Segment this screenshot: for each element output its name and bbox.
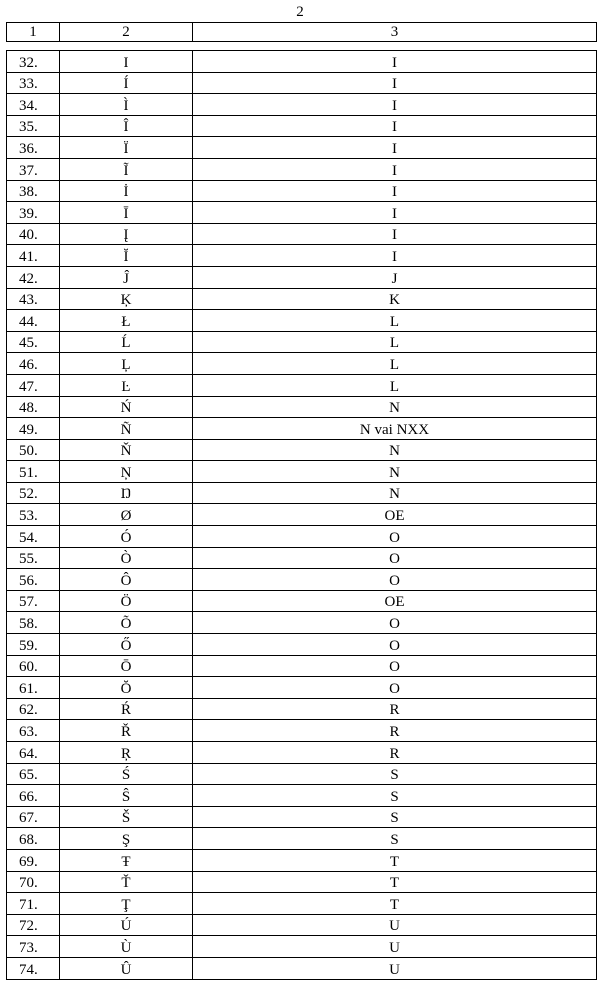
table-row [7,94,597,116]
source-character: Î [60,115,193,137]
transliteration: O [193,526,597,548]
table-row [7,288,597,310]
row-number: 74. [7,957,60,979]
row-number: 54. [7,526,60,548]
source-character: Ŏ [60,677,193,699]
row-number: 73. [7,936,60,958]
row-number: 55. [7,547,60,569]
table-body [7,51,597,980]
table-row [7,763,597,785]
transliteration: I [193,51,597,73]
transliteration-table [6,50,597,980]
source-character: İ [60,180,193,202]
table-row [7,115,597,137]
row-number: 47. [7,374,60,396]
row-number: 44. [7,310,60,332]
row-number: 40. [7,223,60,245]
transliteration: I [193,180,597,202]
row-number: 51. [7,461,60,483]
source-character: Š [60,806,193,828]
transliteration: O [193,634,597,656]
table-row [7,310,597,332]
transliteration: N [193,461,597,483]
source-character: Ō [60,655,193,677]
transliteration: N [193,396,597,418]
transliteration: I [193,223,597,245]
transliteration: N [193,482,597,504]
source-character: Ň [60,439,193,461]
table-row [7,914,597,936]
row-number: 38. [7,180,60,202]
source-character: Ï [60,137,193,159]
transliteration: O [193,677,597,699]
source-character: Í [60,72,193,94]
transliteration: OE [193,504,597,526]
table-row [7,849,597,871]
table-row [7,439,597,461]
row-number: 56. [7,569,60,591]
header-col-2: 2 [60,23,193,42]
row-number: 41. [7,245,60,267]
source-character: Ĩ [60,158,193,180]
row-number: 50. [7,439,60,461]
table-row [7,742,597,764]
row-number: 43. [7,288,60,310]
row-number: 49. [7,418,60,440]
transliteration: R [193,720,597,742]
transliteration: O [193,569,597,591]
transliteration: I [193,202,597,224]
row-number: 37. [7,158,60,180]
table-row [7,374,597,396]
table-row [7,482,597,504]
table-row [7,396,597,418]
table-row [7,806,597,828]
transliteration: L [193,374,597,396]
source-character: Ł [60,310,193,332]
row-number: 70. [7,871,60,893]
source-character: Ô [60,569,193,591]
transliteration: S [193,785,597,807]
table-row [7,957,597,979]
row-number: 52. [7,482,60,504]
table-row [7,785,597,807]
source-character: Ì [60,94,193,116]
source-character: Ĭ [60,245,193,267]
row-number: 65. [7,763,60,785]
source-character: Ó [60,526,193,548]
transliteration: S [193,806,597,828]
table-row [7,698,597,720]
source-character: Ī [60,202,193,224]
table-row [7,202,597,224]
row-number: 60. [7,655,60,677]
source-character: Ŝ [60,785,193,807]
transliteration: I [193,72,597,94]
row-number: 53. [7,504,60,526]
table-row [7,547,597,569]
row-number: 57. [7,590,60,612]
transliteration: I [193,94,597,116]
source-character: Ŧ [60,849,193,871]
transliteration: R [193,742,597,764]
transliteration: K [193,288,597,310]
row-number: 45. [7,331,60,353]
table-row [7,245,597,267]
source-character: Ĺ [60,331,193,353]
table-row [7,720,597,742]
source-character: Ļ [60,353,193,375]
source-character: Ś [60,763,193,785]
source-character: I [60,51,193,73]
table-row [7,461,597,483]
source-character: Ń [60,396,193,418]
transliteration: L [193,331,597,353]
table-row [7,180,597,202]
source-character: Ù [60,936,193,958]
source-character: Ř [60,720,193,742]
transliteration: I [193,245,597,267]
row-number: 32. [7,51,60,73]
source-character: Ķ [60,288,193,310]
transliteration: U [193,936,597,958]
row-number: 42. [7,266,60,288]
transliteration: O [193,612,597,634]
table-row [7,634,597,656]
row-number: 64. [7,742,60,764]
row-number: 72. [7,914,60,936]
transliteration: R [193,698,597,720]
row-number: 63. [7,720,60,742]
table-row [7,612,597,634]
transliteration: I [193,158,597,180]
source-character: Ŀ [60,374,193,396]
source-character: Ő [60,634,193,656]
source-character: Ŋ [60,482,193,504]
source-character: Ş [60,828,193,850]
table-row [7,418,597,440]
transliteration: L [193,310,597,332]
row-number: 34. [7,94,60,116]
row-number: 59. [7,634,60,656]
source-character: Ţ [60,893,193,915]
transliteration: S [193,763,597,785]
source-character: Ø [60,504,193,526]
table-row [7,569,597,591]
row-number: 71. [7,893,60,915]
source-character: Ú [60,914,193,936]
transliteration: OE [193,590,597,612]
table-row [7,504,597,526]
row-number: 61. [7,677,60,699]
transliteration: O [193,547,597,569]
table-row [7,677,597,699]
table-row [7,353,597,375]
transliteration: T [193,849,597,871]
table-row [7,828,597,850]
row-number: 33. [7,72,60,94]
transliteration: I [193,115,597,137]
table-row [7,331,597,353]
row-number: 62. [7,698,60,720]
transliteration: N vai NXX [193,418,597,440]
row-number: 69. [7,849,60,871]
source-character: Ö [60,590,193,612]
row-number: 48. [7,396,60,418]
transliteration: S [193,828,597,850]
page-number: 2 [296,4,304,20]
table-row [7,72,597,94]
source-character: Ñ [60,418,193,440]
source-character: Ò [60,547,193,569]
source-character: Ņ [60,461,193,483]
row-number: 46. [7,353,60,375]
table-row [7,158,597,180]
table-row [7,893,597,915]
header-row [7,23,597,42]
table-row [7,655,597,677]
source-character: Ŕ [60,698,193,720]
table-row [7,51,597,73]
row-number: 66. [7,785,60,807]
transliteration: N [193,439,597,461]
transliteration: T [193,893,597,915]
table-row [7,590,597,612]
row-number: 58. [7,612,60,634]
row-number: 68. [7,828,60,850]
source-character: Ť [60,871,193,893]
transliteration: I [193,137,597,159]
source-character: Û [60,957,193,979]
table-row [7,266,597,288]
transliteration: U [193,957,597,979]
row-number: 67. [7,806,60,828]
row-number: 39. [7,202,60,224]
source-character: Į [60,223,193,245]
header-col-1: 1 [7,23,60,42]
transliteration: O [193,655,597,677]
transliteration: U [193,914,597,936]
header-col-3: 3 [193,23,597,42]
table-row [7,871,597,893]
source-character: Ŗ [60,742,193,764]
row-number: 36. [7,137,60,159]
row-number: 35. [7,115,60,137]
transliteration: J [193,266,597,288]
source-character: Õ [60,612,193,634]
table-row [7,137,597,159]
table-header [6,22,597,42]
source-character: Ĵ [60,266,193,288]
table-row [7,526,597,548]
table-row [7,223,597,245]
table-row [7,936,597,958]
transliteration: L [193,353,597,375]
transliteration: T [193,871,597,893]
